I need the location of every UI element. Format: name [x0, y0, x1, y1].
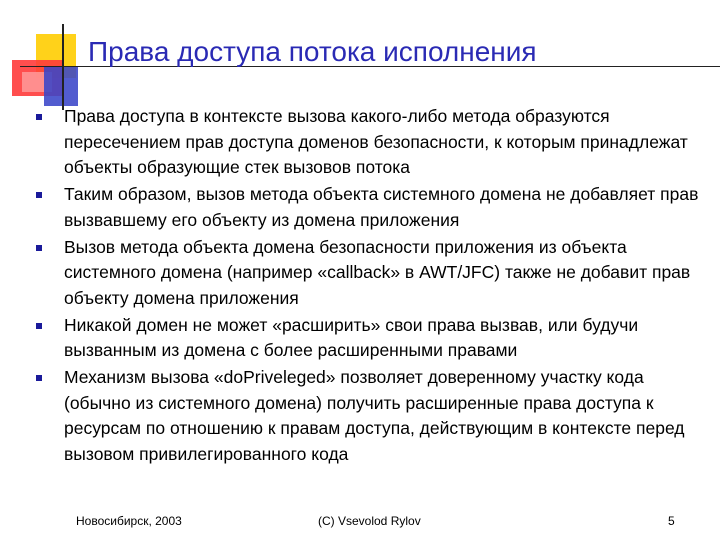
- bullet-item: [30, 235, 700, 312]
- bullet-text: Права доступа в контексте вызова какого-либо метода образуются пересечением прав доступа доменов безопасности, к которым принадлежат объекты образующие стек вызовов потока: [64, 106, 688, 177]
- logo-blue-block: [44, 66, 78, 106]
- bullet-item: [30, 365, 700, 467]
- slide-title: Права доступа потока исполнения: [88, 36, 537, 67]
- bullet-text: Таким образом, вызов метода объекта системного домена не добавляет прав вызвавшему его объекту из домена приложения: [64, 184, 699, 230]
- bullet-square-icon: [36, 192, 42, 198]
- footer-location-date: Новосибирск, 2003: [76, 514, 182, 528]
- logo-vertical-line: [62, 24, 64, 110]
- bullet-square-icon: [36, 375, 42, 381]
- bullet-text: Механизм вызова «doPriveleged» позволяет доверенному участку кода (обычно из системного домена) получить расширенные права доступа к ресурсам по отношению к правам доступа, действующим в контексте перед вызовом привилегированного кода: [64, 367, 685, 464]
- bullet-square-icon: [36, 323, 42, 329]
- bullet-text: Никакой домен не может «расширить» свои права вызвав, или будучи вызванным из домена с более расширенными правами: [64, 314, 639, 360]
- footer-copyright: (C) Vsevolod Rylov: [318, 514, 421, 528]
- bullet-square-icon: [36, 114, 42, 120]
- page-number: 5: [668, 514, 675, 528]
- bullet-text: Вызов метода объекта домена безопасности приложения из объекта системного домена (например «callback» в AWT/JFC) также не добавит прав объекту домена приложения: [64, 236, 691, 308]
- bullet-item: [30, 104, 700, 181]
- bullet-item: [30, 182, 700, 233]
- bullet-list: [30, 104, 700, 469]
- bullet-square-icon: [36, 245, 42, 251]
- bullet-item: [30, 313, 700, 364]
